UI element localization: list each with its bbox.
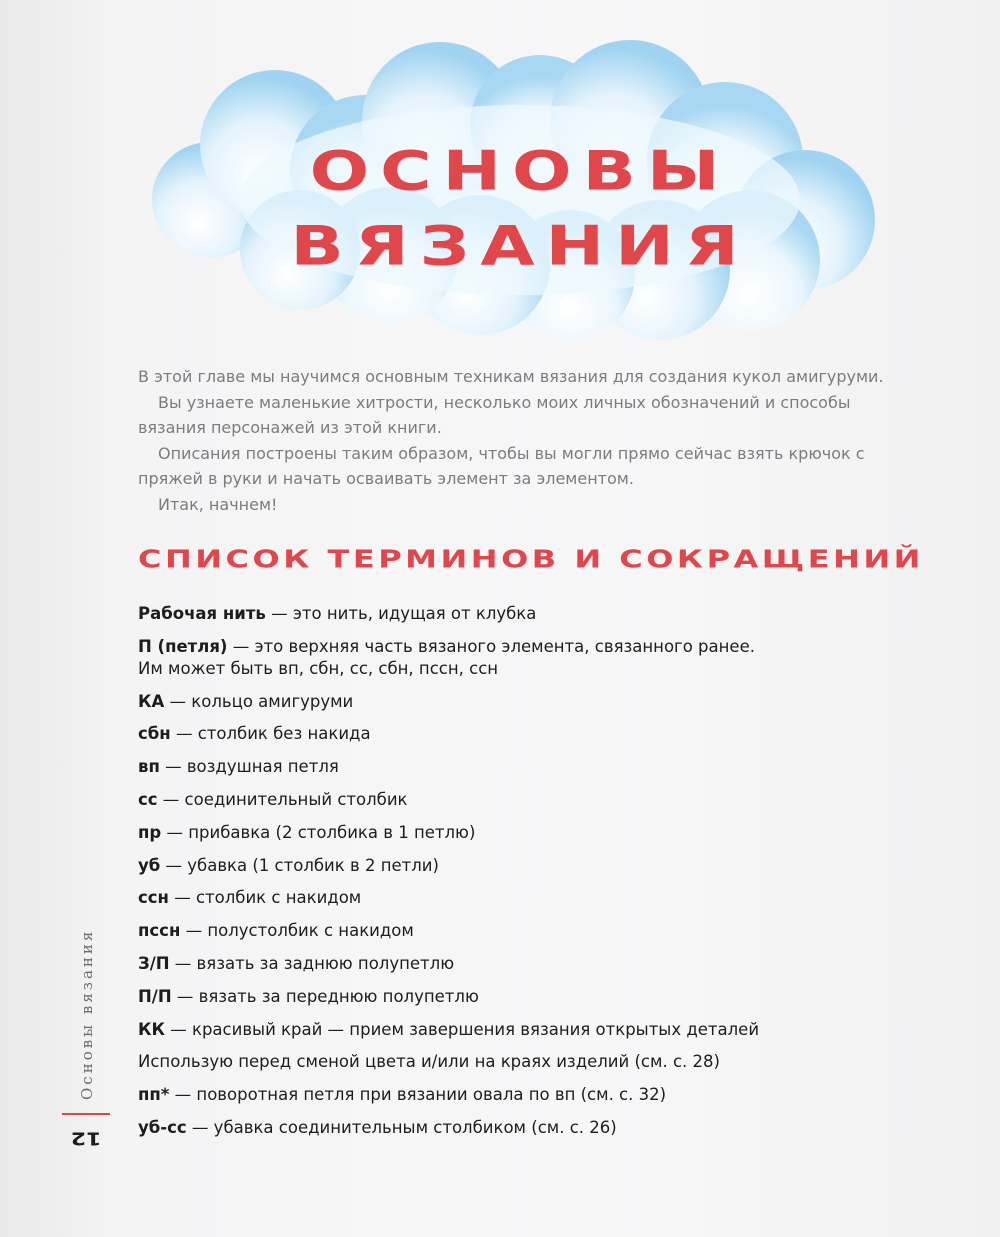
intro-text <box>138 364 898 517</box>
chapter-title-line2: ВЯЗАНИЯ <box>290 214 750 278</box>
term-desc: — вязать за заднюю полупетлю <box>169 953 455 973</box>
term-abbr: Рабочая нить <box>138 604 266 623</box>
term-item <box>138 986 938 1008</box>
term-desc: — столбик с накидом <box>168 888 362 908</box>
term-item <box>138 822 938 844</box>
term-item <box>138 953 938 975</box>
term-item <box>138 1117 938 1139</box>
term-abbr: уб <box>138 855 161 875</box>
term-item <box>138 1019 938 1041</box>
section-title: СПИСОК ТЕРМИНОВ И СОКРАЩЕНИЙ <box>138 544 924 574</box>
term-desc: — поворотная петля при вязании овала по вп (см. с. 32) <box>169 1085 667 1105</box>
term-item <box>138 636 938 680</box>
term-item <box>138 789 938 811</box>
term-abbr: сбн <box>138 724 171 744</box>
term-abbr: ссн <box>138 888 169 908</box>
term-desc-extra: Им может быть вп, сбн, сс, сбн, пссн, ссн <box>138 658 499 678</box>
intro-paragraph: Итак, начнем! <box>158 494 278 514</box>
term-item <box>138 603 938 625</box>
term-item <box>138 1051 938 1073</box>
term-abbr: П (петля) <box>138 636 228 656</box>
term-abbr: уб-сс <box>138 1117 187 1137</box>
term-abbr: сс <box>138 789 158 809</box>
term-item <box>138 1084 938 1106</box>
running-chapter-label: Основы вязания <box>78 928 96 1100</box>
term-desc: — это нить, идущая от клубка <box>265 604 537 623</box>
term-desc: — кольцо амигуруми <box>164 691 354 711</box>
term-desc: — полустолбик с накидом <box>180 921 414 941</box>
term-abbr: П/П <box>138 986 172 1006</box>
term-desc: — это верхняя часть вязаного элемента, связанного ранее. <box>227 636 755 656</box>
term-desc: — убавка (1 столбик в 2 петли) <box>160 855 439 875</box>
term-desc: — столбик без накида <box>170 724 371 744</box>
term-item <box>138 855 938 877</box>
page-number: 12 <box>70 1127 102 1148</box>
chapter-title-line1: ОСНОВЫ <box>309 139 731 203</box>
cloud-illustration <box>150 40 890 340</box>
intro-paragraph: В этой главе мы научимся основным техникам вязания для создания кукол амигуруми. <box>138 367 884 386</box>
term-item <box>138 887 938 909</box>
term-item <box>138 691 938 713</box>
term-desc: — красивый край — прием завершения вязания открытых деталей <box>164 1019 760 1039</box>
term-item <box>138 723 938 745</box>
term-abbr: КК <box>138 1019 165 1039</box>
term-desc: — вязать за переднюю полупетлю <box>171 986 479 1006</box>
term-abbr: пр <box>138 822 162 842</box>
term-item <box>138 920 938 942</box>
terms-list <box>138 603 938 1150</box>
term-desc: — соединительный столбик <box>157 789 408 809</box>
term-desc: — убавка соединительным столбиком (см. с. 26) <box>186 1117 617 1137</box>
intro-paragraph: Описания построены таким образом, чтобы вы могли прямо сейчас взять крючок с пряжей в руки и начать осваивать элемент за элементом. <box>138 443 865 488</box>
term-desc: — прибавка (2 столбика в 1 петлю) <box>161 822 476 842</box>
term-abbr: З/П <box>138 953 170 973</box>
term-abbr: пп* <box>138 1085 170 1105</box>
term-abbr: вп <box>138 757 160 777</box>
term-abbr: пссн <box>138 921 181 941</box>
intro-paragraph: Вы узнаете маленькие хитрости, несколько моих личных обозначений и способы вязания персонажей из этой книги. <box>138 392 851 437</box>
accent-rule <box>62 1113 110 1115</box>
term-item <box>138 756 938 778</box>
term-abbr: КА <box>138 691 165 711</box>
term-desc: — воздушная петля <box>159 757 339 777</box>
term-desc: Использую перед сменой цвета и/или на краях изделий (см. с. 28) <box>138 1052 720 1072</box>
